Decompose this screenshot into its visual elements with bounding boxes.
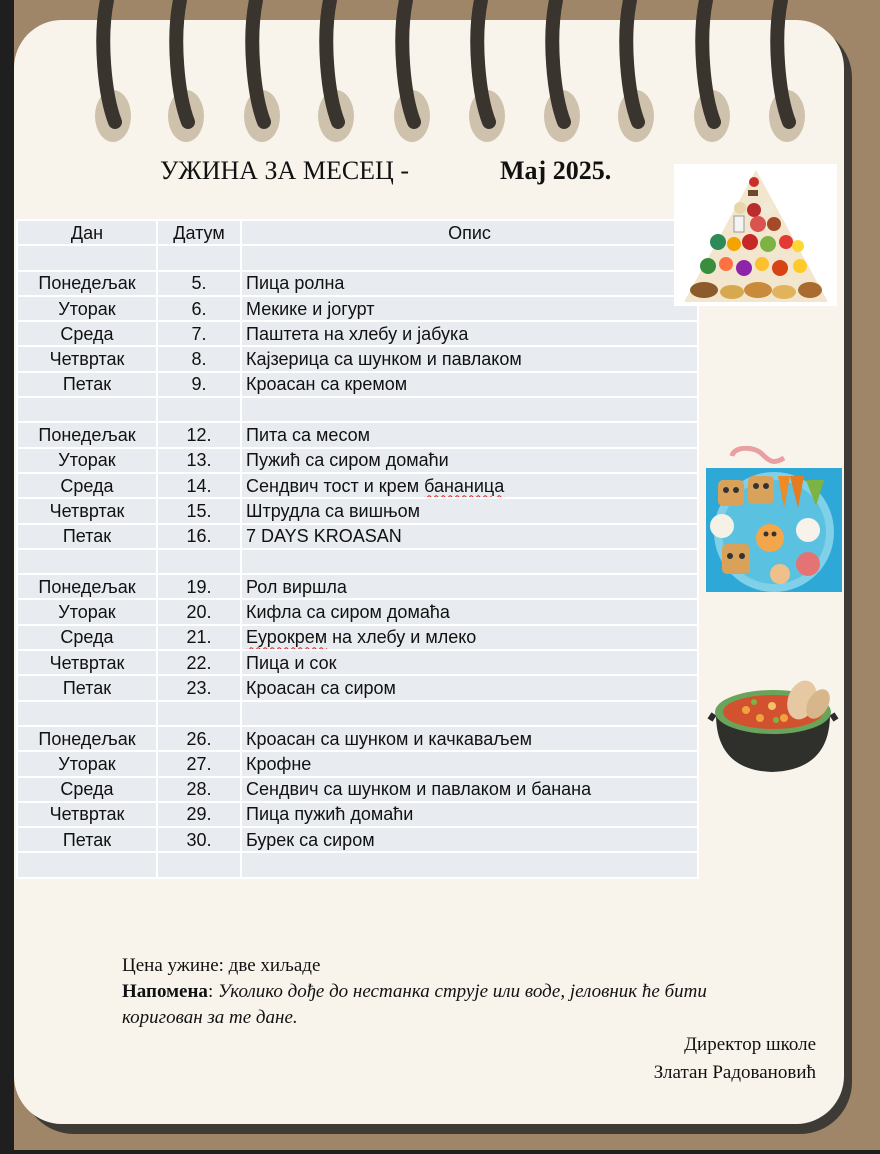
cell-description: Кроасан са кремом	[241, 372, 698, 397]
cell-day: Уторак	[17, 448, 157, 473]
cell-date: 21.	[157, 625, 241, 650]
signature-title: Директор школе	[684, 1034, 816, 1055]
cell-date	[157, 245, 241, 270]
cell-date: 12.	[157, 422, 241, 447]
spiral-ring-icon	[394, 0, 430, 142]
spiral-binding	[0, 0, 880, 160]
table-row	[17, 802, 698, 827]
cell-day: Четвртак	[17, 498, 157, 523]
cell-description	[241, 852, 698, 877]
table-spacer-row	[17, 397, 698, 422]
menu-table	[16, 219, 699, 879]
table-row	[17, 498, 698, 523]
cell-date: 26.	[157, 726, 241, 751]
table-row	[17, 574, 698, 599]
page-title	[160, 156, 612, 186]
spiral-ring-icon	[469, 0, 505, 142]
spiral-ring-icon	[95, 0, 131, 142]
cell-day: Уторак	[17, 751, 157, 776]
cell-date: 15.	[157, 498, 241, 523]
table-spacer-row	[17, 245, 698, 270]
kids-plate-icon	[704, 446, 842, 592]
cell-description	[241, 549, 698, 574]
cell-date: 14.	[157, 473, 241, 498]
table-row	[17, 524, 698, 549]
cell-description: Крофне	[241, 751, 698, 776]
cell-day: Среда	[17, 321, 157, 346]
cell-description	[241, 701, 698, 726]
spiral-ring-icon	[544, 0, 580, 142]
cell-day	[17, 852, 157, 877]
cell-day: Уторак	[17, 599, 157, 624]
signature-name: Златан Радовановић	[653, 1062, 816, 1083]
cell-description: Мекике и јогурт	[241, 296, 698, 321]
spiral-ring-icon	[618, 0, 654, 142]
cell-day: Петак	[17, 827, 157, 852]
cell-date	[157, 852, 241, 877]
table-row	[17, 321, 698, 346]
table-spacer-row	[17, 852, 698, 877]
cell-description: Пита са месом	[241, 422, 698, 447]
cell-day	[17, 701, 157, 726]
note-text: Уколико дође до нестанка струје или воде, јеловник ће бити коригован за те дане.	[122, 981, 707, 1028]
cell-day: Понедељак	[17, 574, 157, 599]
cell-date: 27.	[157, 751, 241, 776]
cell-description: Кајзерица са шунком и павлаком	[241, 346, 698, 371]
table-row	[17, 777, 698, 802]
spiral-ring-icon	[769, 0, 805, 142]
cell-day: Петак	[17, 372, 157, 397]
cell-day: Понедељак	[17, 422, 157, 447]
table-row	[17, 448, 698, 473]
cell-date	[157, 549, 241, 574]
cell-description: Сендвич са шунком и павлаком и банана	[241, 777, 698, 802]
cell-date: 28.	[157, 777, 241, 802]
table-row	[17, 625, 698, 650]
cell-date: 29.	[157, 802, 241, 827]
cell-description: Рол виршла	[241, 574, 698, 599]
cell-date: 30.	[157, 827, 241, 852]
header-date: Датум	[157, 220, 241, 245]
bottom-edge-bar	[0, 1150, 880, 1154]
description-text: Сендвич тост и крем	[246, 475, 425, 496]
cell-date: 16.	[157, 524, 241, 549]
cell-date: 23.	[157, 675, 241, 700]
cell-date	[157, 397, 241, 422]
cell-date: 5.	[157, 271, 241, 296]
cell-day: Петак	[17, 524, 157, 549]
header-day: Дан	[17, 220, 157, 245]
cell-day: Четвртак	[17, 346, 157, 371]
table-row	[17, 422, 698, 447]
table-row	[17, 296, 698, 321]
cell-date: 9.	[157, 372, 241, 397]
cell-day: Понедељак	[17, 726, 157, 751]
header-description: Опис	[241, 220, 698, 245]
cell-day: Среда	[17, 473, 157, 498]
cell-description: Пица ролна	[241, 271, 698, 296]
cell-description: Кроасан са сиром	[241, 675, 698, 700]
cell-date: 22.	[157, 650, 241, 675]
cell-description	[241, 473, 698, 498]
table-row	[17, 599, 698, 624]
cell-description: Пица и сок	[241, 650, 698, 675]
cell-day: Четвртак	[17, 802, 157, 827]
cell-date: 8.	[157, 346, 241, 371]
cell-date: 6.	[157, 296, 241, 321]
table-row	[17, 751, 698, 776]
cell-day: Среда	[17, 625, 157, 650]
food-pyramid-icon	[674, 164, 837, 306]
note-label: Напомена	[122, 981, 208, 1002]
cell-day: Уторак	[17, 296, 157, 321]
cell-date: 7.	[157, 321, 241, 346]
cell-description: Кифла са сиром домаћа	[241, 599, 698, 624]
cell-description: Паштета на хлебу и јабука	[241, 321, 698, 346]
cell-day: Понедељак	[17, 271, 157, 296]
cell-description: Штрудла са вишњом	[241, 498, 698, 523]
table-row	[17, 346, 698, 371]
cell-day: Четвртак	[17, 650, 157, 675]
description-text: на хлебу и млеко	[327, 627, 477, 648]
table-row	[17, 650, 698, 675]
spellcheck-flagged-word: бананица	[424, 475, 505, 496]
cell-date	[157, 701, 241, 726]
spellcheck-flagged-word: Еурокрем	[246, 627, 328, 648]
cell-description: Кроасан са шунком и качкаваљем	[241, 726, 698, 751]
left-edge-bar	[0, 0, 14, 1154]
table-row	[17, 827, 698, 852]
cell-description: Пужић са сиром домаћи	[241, 448, 698, 473]
table-row	[17, 271, 698, 296]
table-row	[17, 473, 698, 498]
cell-day	[17, 245, 157, 270]
soup-pot-icon	[706, 674, 840, 774]
cell-description: 7 DAYS KROASAN	[241, 524, 698, 549]
spiral-ring-icon	[694, 0, 730, 142]
signature-block	[654, 1031, 816, 1087]
table-spacer-row	[17, 549, 698, 574]
note-separator: :	[207, 981, 218, 1002]
table-header-row	[17, 220, 698, 245]
cell-description	[241, 397, 698, 422]
cell-description: Бурек са сиром	[241, 827, 698, 852]
cell-day: Петак	[17, 675, 157, 700]
spiral-ring-icon	[168, 0, 204, 142]
price-line: Цена ужине: две хиљаде	[122, 955, 321, 976]
cell-day	[17, 397, 157, 422]
cell-description	[241, 625, 698, 650]
table-spacer-row	[17, 701, 698, 726]
cell-day: Среда	[17, 777, 157, 802]
cell-description	[241, 245, 698, 270]
note-paragraph	[122, 979, 782, 1031]
table-row	[17, 675, 698, 700]
cell-date: 19.	[157, 574, 241, 599]
cell-day	[17, 549, 157, 574]
cell-description: Пица пужић домаћи	[241, 802, 698, 827]
spiral-ring-icon	[244, 0, 280, 142]
cell-date: 13.	[157, 448, 241, 473]
title-text: УЖИНА ЗА МЕСЕЦ -	[160, 156, 409, 185]
table-row	[17, 726, 698, 751]
spiral-ring-icon	[318, 0, 354, 142]
cell-date: 20.	[157, 599, 241, 624]
table-row	[17, 372, 698, 397]
title-month: Мај 2025.	[500, 156, 612, 185]
